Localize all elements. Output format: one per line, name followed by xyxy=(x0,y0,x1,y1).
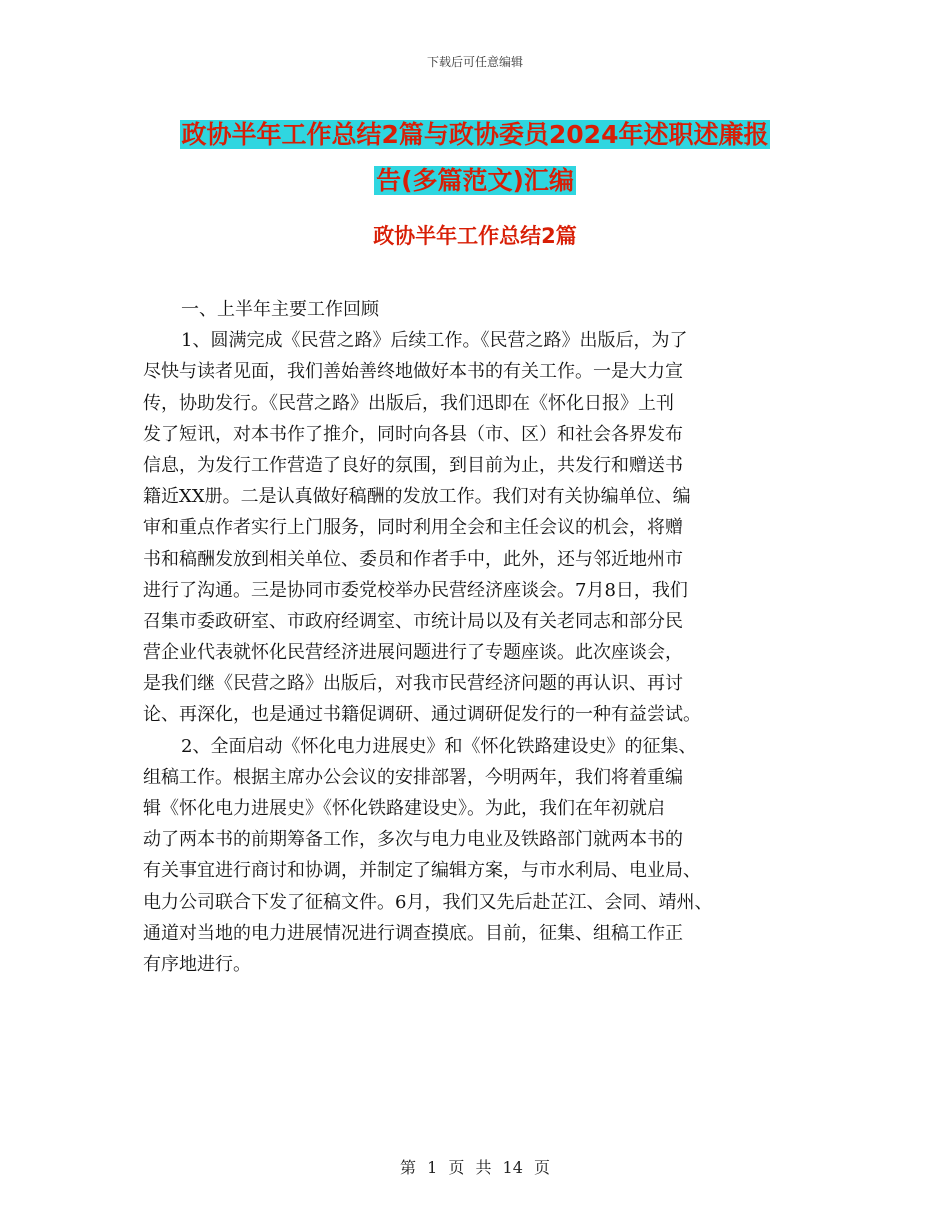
body-line: 电力公司联合下发了征稿文件。6月，我们又先后赴芷江、会同、靖州、 xyxy=(143,891,713,913)
document-title-line-1: 政协半年工作总结2篇与政协委员2024年述职述廉报 xyxy=(181,120,769,149)
page-header: 下载后可任意编辑 xyxy=(426,55,523,69)
body-line: 审和重点作者实行上门服务，同时利用全会和主任会议的机会，将赠 xyxy=(143,517,683,539)
body-line: 2、全面启动《怀化电力进展史》和《怀化铁路建设史》的征集、 xyxy=(181,735,697,757)
body-line: 通道对当地的电力进展情况进行调查摸底。目前，征集、组稿工作正 xyxy=(143,922,683,944)
document-title-line-2: 告(多篇范文)汇编 xyxy=(376,166,574,195)
page-footer: 第 1 页 共 14 页 xyxy=(400,1158,550,1177)
body-line: 有关事宜进行商讨和协调，并制定了编辑方案，与市水利局、电业局、 xyxy=(143,860,701,882)
body-line: 召集市委政研室、市政府经调室、市统计局以及有关老同志和部分民 xyxy=(143,610,683,632)
body-line: 一、上半年主要工作回顾 xyxy=(181,299,379,320)
body-line: 论、再深化，也是通过书籍促调研、通过调研促发行的一种有益尝试。 xyxy=(143,704,701,726)
body-line: 进行了沟通。三是协同市委党校举办民营经济座谈会。7月8日，我们 xyxy=(143,579,688,601)
body-line: 1、圆满完成《民营之路》后续工作。《民营之路》出版后，为了 xyxy=(181,330,688,352)
body-line: 籍近XX册。二是认真做好稿酬的发放工作。我们对有关协编单位、编 xyxy=(143,486,691,508)
body-line: 动了两本书的前期筹备工作，多次与电力电业及铁路部门就两本书的 xyxy=(143,829,683,851)
body-line: 尽快与读者见面，我们善始善终地做好本书的有关工作。一是大力宣 xyxy=(143,361,683,383)
body-line: 有序地进行。 xyxy=(143,953,251,975)
document-title xyxy=(0,112,950,204)
body-line: 发了短讯，对本书作了推介，同时向各县（市、区）和社会各界发布 xyxy=(143,423,683,445)
body-line: 组稿工作。根据主席办公会议的安排部署，今明两年，我们将着重编 xyxy=(143,766,683,788)
body-line: 传，协助发行。《民营之路》出版后，我们迅即在《怀化日报》上刊 xyxy=(143,392,674,414)
body-line: 是我们继《民营之路》出版后，对我市民营经济问题的再认识、再讨 xyxy=(143,673,683,695)
document-body xyxy=(143,294,823,980)
body-line: 辑《怀化电力进展史》《怀化铁路建设史》。为此，我们在年初就启 xyxy=(143,798,665,819)
body-line: 书和稿酬发放到相关单位、委员和作者手中，此外，还与邻近地州市 xyxy=(143,548,683,570)
section-title: 政协半年工作总结2篇 xyxy=(373,224,577,248)
body-line: 营企业代表就怀化民营经济进展问题进行了专题座谈。此次座谈会， xyxy=(143,642,683,664)
body-line: 信息，为发行工作营造了良好的氛围，到目前为止，共发行和赠送书 xyxy=(143,454,683,476)
